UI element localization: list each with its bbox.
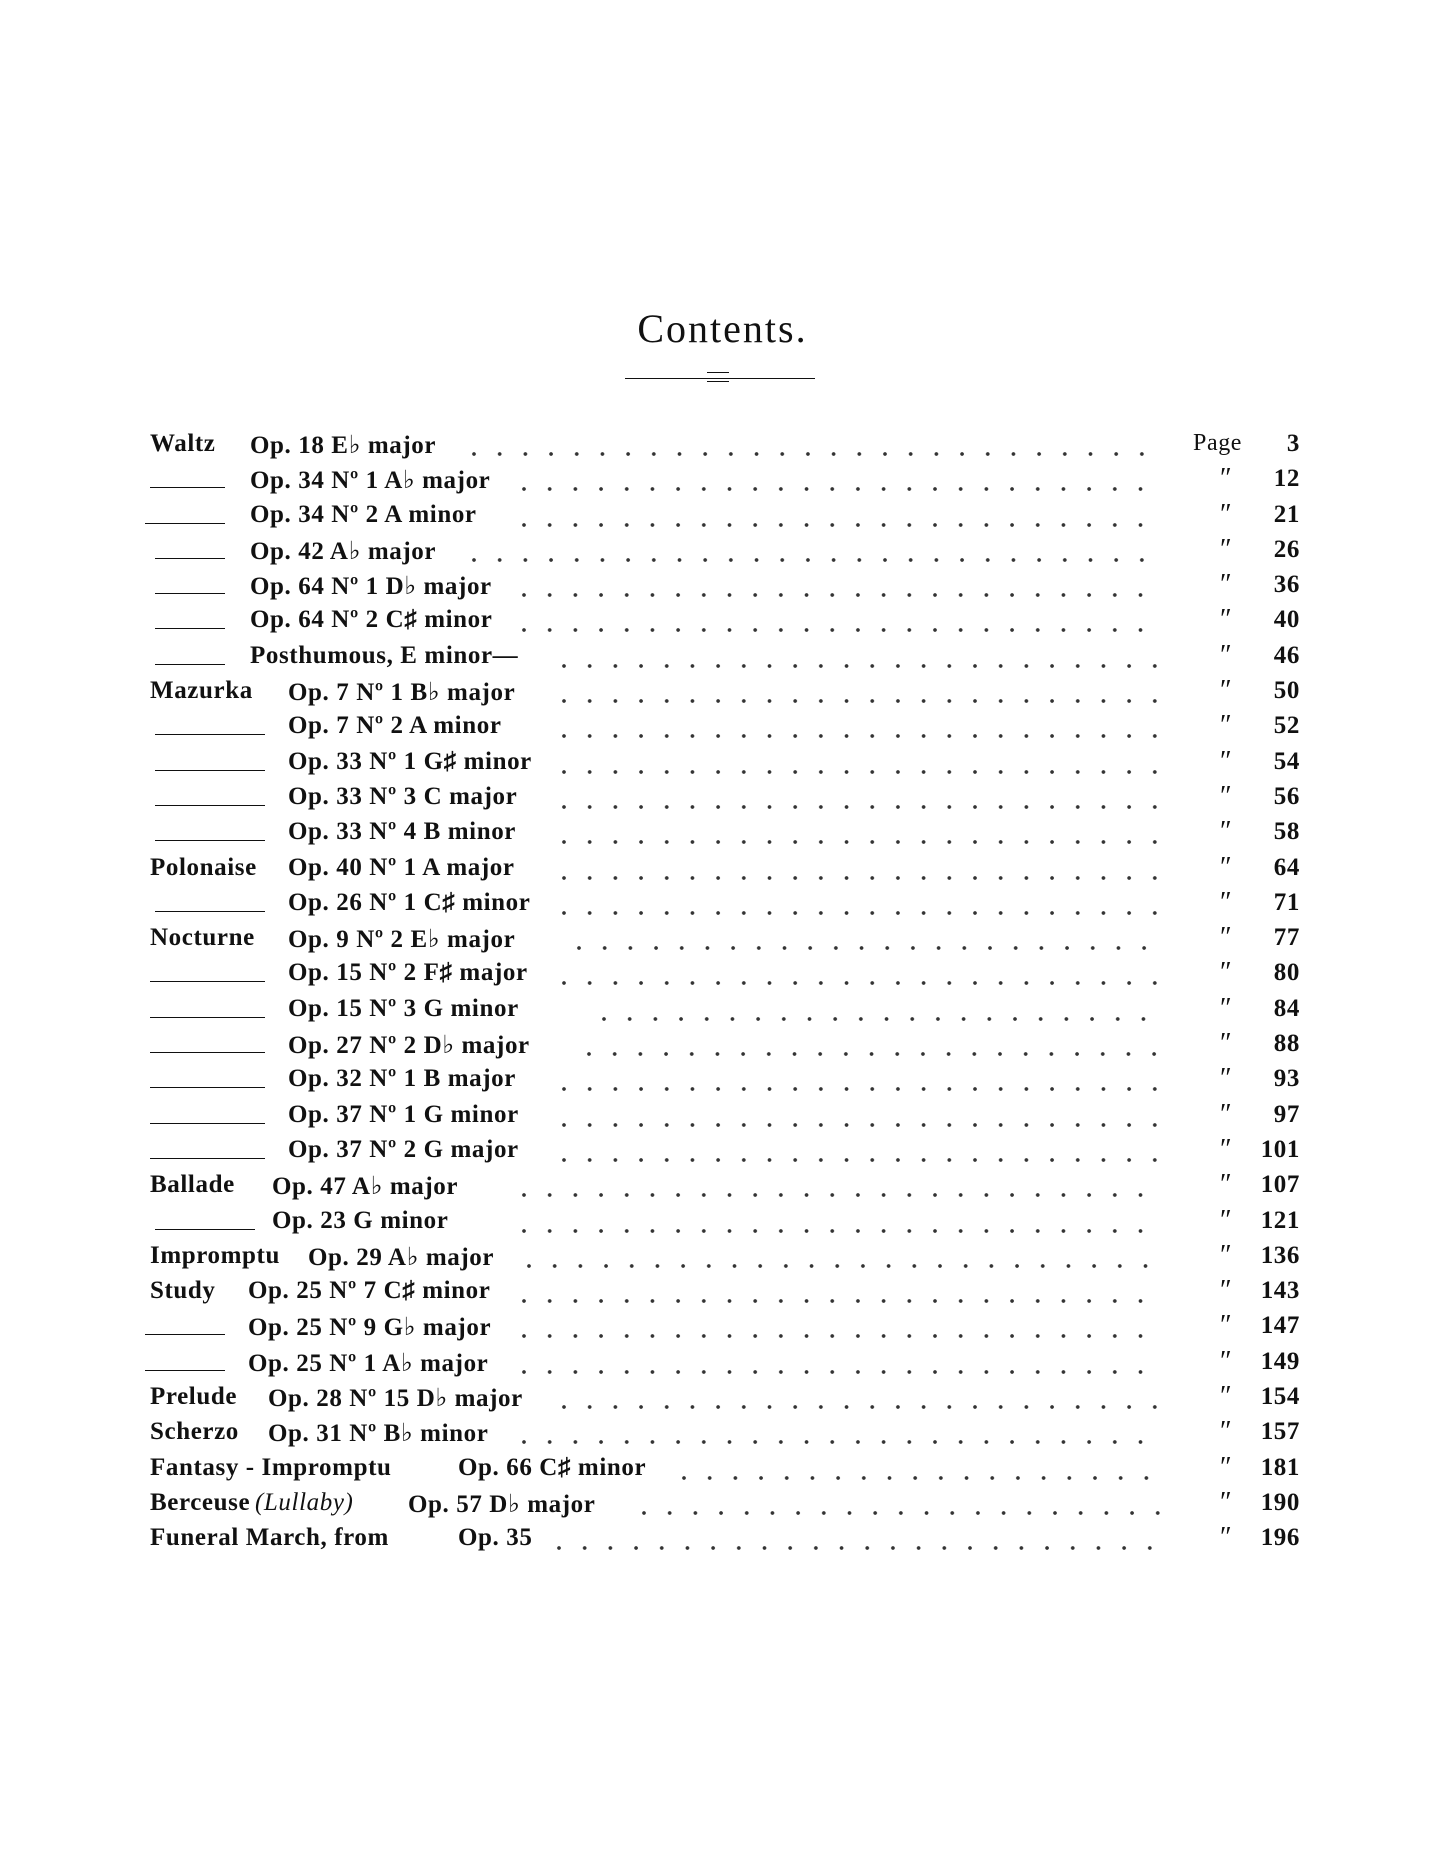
- page-number: 84: [1273, 994, 1300, 1022]
- dot-leaders: [520, 1275, 1160, 1310]
- entry-work: Op. 23 G minor: [272, 1206, 449, 1234]
- dot-leaders: [560, 746, 1160, 781]
- dot-leaders: [640, 1487, 1160, 1522]
- page-title: Contents.: [637, 306, 808, 351]
- dot-leaders: [555, 1522, 1160, 1557]
- contents-entry: [0, 887, 1445, 922]
- dot-leaders: [520, 1346, 1160, 1381]
- contents-entry: [0, 816, 1445, 851]
- entry-work: Op. 47 A♭ major: [272, 1173, 459, 1201]
- ditto-mark: ″: [1220, 569, 1233, 601]
- page-number: 93: [1273, 1065, 1300, 1093]
- entry-category: Funeral March, from: [150, 1524, 389, 1552]
- page-number: 64: [1273, 853, 1300, 881]
- contents-entry: [0, 569, 1445, 604]
- contents-entry: [0, 957, 1445, 992]
- entry-work: Op. 42 A♭ major: [250, 537, 437, 565]
- page-number: 52: [1273, 712, 1300, 740]
- ditto-leader-dash: [155, 664, 225, 665]
- ditto-mark: ″: [1220, 463, 1233, 495]
- page-number: 80: [1273, 959, 1300, 987]
- contents-entry: [0, 1381, 1445, 1416]
- ditto-leader-dash: [155, 628, 225, 629]
- entry-work: Op. 57 D♭ major: [408, 1490, 596, 1518]
- entry-category: Study: [150, 1277, 216, 1305]
- page-number: 12: [1273, 465, 1300, 493]
- entry-category: Impromptu: [150, 1241, 280, 1269]
- ditto-leader-dash: [155, 911, 265, 912]
- entry-work: Op. 9 Nº 2 E♭ major: [288, 926, 516, 954]
- contents-entry: [0, 1063, 1445, 1098]
- contents-entry: [0, 1275, 1445, 1310]
- dot-leaders: [520, 1416, 1160, 1451]
- ditto-mark: ″: [1220, 710, 1233, 742]
- entry-work: Op. 33 Nº 1 G♯ minor: [288, 747, 532, 775]
- entry-work: Op. 64 Nº 1 D♭ major: [250, 573, 492, 601]
- ditto-leader-dash: [155, 734, 265, 735]
- entry-work: Op. 33 Nº 4 B minor: [288, 818, 517, 846]
- ditto-leader-dash: [155, 593, 225, 594]
- ditto-leader-dash: [155, 770, 265, 771]
- contents-entry: [0, 1205, 1445, 1240]
- page-number: 154: [1260, 1383, 1300, 1411]
- dot-leaders: [560, 1063, 1160, 1098]
- page-number: 157: [1260, 1418, 1300, 1446]
- entry-work: Op. 25 Nº 7 C♯ minor: [248, 1277, 491, 1305]
- ditto-mark: ″: [1220, 639, 1233, 671]
- contents-entry: [0, 1522, 1445, 1557]
- contents-entry: [0, 428, 1445, 463]
- ditto-leader-dash: [150, 1123, 265, 1124]
- entry-work: Op. 27 Nº 2 D♭ major: [288, 1032, 530, 1060]
- dot-leaders: [520, 1310, 1160, 1345]
- entry-work: Op. 15 Nº 2 F♯ major: [288, 959, 528, 987]
- contents-entry: [0, 1028, 1445, 1063]
- page-number: 149: [1260, 1347, 1300, 1375]
- contents-entry: [0, 1416, 1445, 1451]
- dot-leaders: [560, 957, 1160, 992]
- page-label: Page: [1193, 430, 1243, 456]
- contents-entry: [0, 675, 1445, 710]
- dot-leaders: [470, 534, 1160, 569]
- dot-leaders: [520, 1169, 1160, 1204]
- entry-work: Op. 28 Nº 15 D♭ major: [268, 1385, 523, 1413]
- contents-list: [0, 428, 1445, 1558]
- dot-leaders: [520, 499, 1160, 534]
- entry-category: Nocturne: [150, 924, 255, 952]
- contents-entry: [0, 1240, 1445, 1275]
- contents-entry: [0, 1310, 1445, 1345]
- entry-work: Op. 18 E♭ major: [250, 432, 437, 459]
- page-number: 196: [1260, 1524, 1300, 1552]
- ditto-mark: ″: [1220, 957, 1233, 989]
- page-number: 21: [1273, 500, 1300, 528]
- contents-entry: [0, 1487, 1445, 1522]
- ditto-mark: ″: [1220, 1204, 1233, 1236]
- entry-category: Mazurka: [150, 677, 253, 705]
- ditto-leader-dash: [155, 1229, 255, 1230]
- entry-work: Posthumous, E minor—: [250, 641, 519, 669]
- contents-entry: [0, 781, 1445, 816]
- contents-entry: [0, 993, 1445, 1028]
- entry-work: Op. 26 Nº 1 C♯ minor: [288, 888, 531, 916]
- entry-work: Op. 34 Nº 2 A minor: [250, 500, 477, 528]
- title-rule-ornament: [707, 372, 729, 382]
- contents-entry: [0, 1169, 1445, 1204]
- contents-entry: [0, 499, 1445, 534]
- ditto-leader-dash: [145, 523, 225, 524]
- dot-leaders: [560, 710, 1160, 745]
- entry-work: Op. 66 C♯ minor: [458, 1453, 647, 1481]
- ditto-mark: ″: [1220, 498, 1233, 530]
- dot-leaders: [520, 569, 1160, 604]
- contents-entry: [0, 640, 1445, 675]
- entry-work: Op. 7 Nº 2 A minor: [288, 712, 502, 740]
- dot-leaders: [560, 781, 1160, 816]
- entry-category: Berceuse: [150, 1488, 251, 1516]
- ditto-mark: ″: [1220, 675, 1233, 707]
- ditto-mark: ″: [1220, 1310, 1233, 1342]
- dot-leaders: [560, 675, 1160, 710]
- entry-category: Fantasy - Impromptu: [150, 1453, 392, 1481]
- page-number: 50: [1273, 677, 1300, 705]
- page-number: 40: [1273, 606, 1300, 634]
- ditto-mark: ″: [1220, 1486, 1233, 1518]
- entry-work: Op. 25 Nº 9 G♭ major: [248, 1314, 492, 1342]
- dot-leaders: [520, 1205, 1160, 1240]
- page-number: 101: [1260, 1135, 1300, 1163]
- ditto-leader-dash: [155, 805, 265, 806]
- dot-leaders: [600, 993, 1160, 1028]
- dot-leaders: [680, 1452, 1160, 1487]
- ditto-leader-dash: [145, 1370, 225, 1371]
- ditto-leader-dash: [150, 981, 265, 982]
- ditto-mark: ″: [1220, 780, 1233, 812]
- ditto-leader-dash: [145, 1334, 225, 1335]
- dot-leaders: [560, 640, 1160, 675]
- dot-leaders: [520, 604, 1160, 639]
- ditto-mark: ″: [1220, 1063, 1233, 1095]
- entry-work: Op. 40 Nº 1 A major: [288, 853, 515, 881]
- entry-work: Op. 37 Nº 2 G major: [288, 1135, 519, 1163]
- contents-entry: [0, 1099, 1445, 1134]
- entry-category: Ballade: [150, 1171, 235, 1199]
- page-number: 46: [1273, 641, 1300, 669]
- entry-category: Polonaise: [150, 853, 257, 881]
- page-number: 3: [1286, 430, 1300, 457]
- contents-entry: [0, 463, 1445, 498]
- dot-leaders: [560, 1381, 1160, 1416]
- page-number: 136: [1260, 1241, 1300, 1269]
- ditto-mark: ″: [1220, 1275, 1233, 1307]
- ditto-leader-dash: [150, 1158, 265, 1159]
- entry-work: Op. 33 Nº 3 C major: [288, 782, 518, 810]
- contents-entry: [0, 1452, 1445, 1487]
- ditto-mark: ″: [1220, 1239, 1233, 1271]
- ditto-mark: ″: [1220, 1522, 1233, 1554]
- page-number: 58: [1273, 818, 1300, 846]
- ditto-mark: ″: [1220, 533, 1233, 565]
- ditto-mark: ″: [1220, 886, 1233, 918]
- ditto-mark: ″: [1220, 1028, 1233, 1060]
- dot-leaders: [560, 816, 1160, 851]
- ditto-mark: ″: [1220, 1416, 1233, 1448]
- contents-entry: [0, 1346, 1445, 1381]
- dot-leaders: [560, 852, 1160, 887]
- ditto-mark: ″: [1220, 604, 1233, 636]
- ditto-leader-dash: [150, 487, 225, 488]
- page-number: 121: [1260, 1206, 1300, 1234]
- ditto-mark: ″: [1220, 922, 1233, 954]
- page-number: 107: [1260, 1171, 1300, 1199]
- entry-work: Op. 15 Nº 3 G minor: [288, 994, 519, 1022]
- entry-work: Op. 37 Nº 1 G minor: [288, 1100, 519, 1128]
- dot-leaders: [585, 1028, 1160, 1063]
- page-number: 36: [1273, 571, 1300, 599]
- entry-work: Op. 35: [458, 1524, 533, 1552]
- page-number: 56: [1273, 782, 1300, 810]
- ditto-mark: ″: [1220, 1451, 1233, 1483]
- dot-leaders: [575, 922, 1160, 957]
- ditto-mark: ″: [1220, 851, 1233, 883]
- page-number: 54: [1273, 747, 1300, 775]
- ditto-leader-dash: [150, 1052, 265, 1053]
- page-number: 190: [1260, 1488, 1300, 1516]
- contents-entry: [0, 710, 1445, 745]
- entry-category: Prelude: [150, 1383, 238, 1411]
- entry-category: Waltz: [150, 430, 216, 457]
- page-number: 71: [1273, 888, 1300, 916]
- page-number: 97: [1273, 1100, 1300, 1128]
- page-number: 143: [1260, 1277, 1300, 1305]
- ditto-leader-dash: [155, 840, 265, 841]
- ditto-mark: ″: [1220, 1133, 1233, 1165]
- ditto-leader-dash: [150, 1017, 265, 1018]
- page-number: 181: [1260, 1453, 1300, 1481]
- entry-work: Op. 29 A♭ major: [308, 1243, 495, 1271]
- entry-work: Op. 34 Nº 1 A♭ major: [250, 467, 491, 495]
- dot-leaders: [560, 887, 1160, 922]
- entry-work: Op. 32 Nº 1 B major: [288, 1065, 516, 1093]
- contents-entry: [0, 746, 1445, 781]
- dot-leaders: [470, 428, 1160, 463]
- entry-category: Scherzo: [150, 1418, 239, 1446]
- page-number: 26: [1273, 535, 1300, 563]
- entry-work: Op. 7 Nº 1 B♭ major: [288, 679, 516, 707]
- entry-work: Op. 64 Nº 2 C♯ minor: [250, 606, 493, 634]
- dot-leaders: [560, 1099, 1160, 1134]
- entry-work: Op. 25 Nº 1 A♭ major: [248, 1349, 489, 1377]
- dot-leaders: [520, 463, 1160, 498]
- ditto-mark: ″: [1220, 992, 1233, 1024]
- contents-entry: [0, 852, 1445, 887]
- contents-entry: [0, 1134, 1445, 1169]
- contents-entry: [0, 534, 1445, 569]
- contents-entry: [0, 604, 1445, 639]
- dot-leaders: [560, 1134, 1160, 1169]
- ditto-mark: ″: [1220, 1098, 1233, 1130]
- dot-leaders: [525, 1240, 1160, 1275]
- entry-subtitle: (Lullaby): [255, 1488, 354, 1516]
- ditto-mark: ″: [1220, 1345, 1233, 1377]
- entry-work: Op. 31 Nº B♭ minor: [268, 1420, 489, 1448]
- page-number: 88: [1273, 1030, 1300, 1058]
- ditto-mark: ″: [1220, 816, 1233, 848]
- ditto-mark: ″: [1220, 1381, 1233, 1413]
- page-number: 147: [1260, 1312, 1300, 1340]
- contents-entry: [0, 922, 1445, 957]
- ditto-mark: ″: [1220, 1169, 1233, 1201]
- ditto-leader-dash: [155, 558, 225, 559]
- page-number: 77: [1273, 924, 1300, 952]
- ditto-mark: ″: [1220, 745, 1233, 777]
- ditto-leader-dash: [150, 1087, 265, 1088]
